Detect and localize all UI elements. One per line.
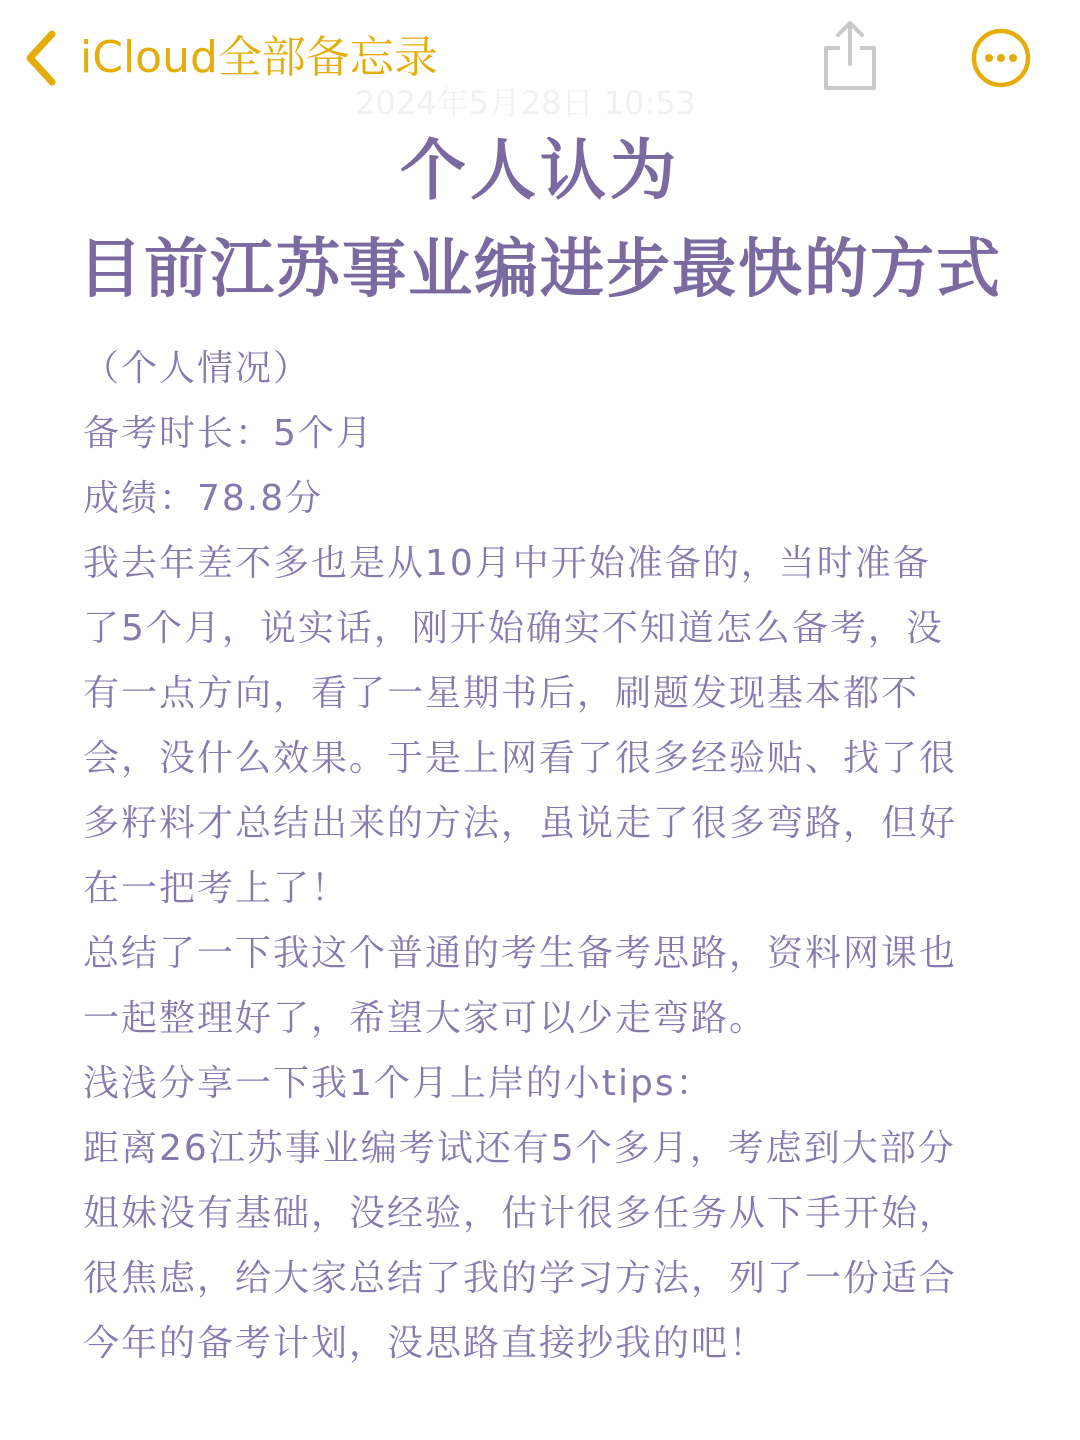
note-line: 总结了一下我这个普通的考生备考思路，资料网课也 [83, 933, 958, 974]
note-line: 了5个月，说实话，刚开始确实不知道怎么备考，没 [83, 608, 944, 649]
note-line: 会，没什么效果。于是上网看了很多经验贴、找了很 [83, 738, 958, 779]
note-line: 距离26江苏事业编考试还有5个多月，考虑到大部分 [83, 1128, 956, 1169]
note-line: 今年的备考计划，没思路直接抄我的吧！ [83, 1323, 768, 1364]
note-line: 很焦虑，给大家总结了我的学习方法，列了一份适合 [83, 1258, 958, 1299]
navigation-bar [0, 0, 1080, 122]
note-line: （个人情况） [83, 348, 312, 389]
note-line: 在一把考上了！ [83, 868, 350, 909]
note-line: 我去年差不多也是从10月中开始准备的，当时准备 [83, 543, 931, 584]
more-options-button[interactable] [970, 27, 1032, 89]
note-title-line-2: 目前江苏事业编进步最快的方式 [78, 232, 1002, 307]
note-title-line-1: 个人认为 [400, 131, 680, 209]
share-button[interactable] [818, 18, 882, 92]
share-icon [818, 77, 882, 96]
note-line: 成绩：78.8分 [83, 478, 324, 519]
more-ellipsis-icon [970, 74, 1032, 93]
note-line: 一起整理好了，希望大家可以少走弯路。 [83, 998, 768, 1039]
note-date: 2024年5月28日 10:53 [355, 84, 696, 122]
note-line: 备考时长：5个月 [83, 413, 374, 454]
note-line: 有一点方向，看了一星期书后，刷题发现基本都不 [83, 673, 920, 714]
chevron-left-icon [22, 28, 62, 88]
back-button-label: iCloud全部备忘录 [80, 32, 438, 83]
note-line: 浅浅分享一下我1个月上岸的小tips： [83, 1063, 714, 1104]
note-line: 多籽料才总结出来的方法，虽说走了很多弯路，但好 [83, 803, 958, 844]
note-body[interactable] [83, 336, 1003, 1376]
note-line: 姐妹没有基础，没经验，估计很多任务从下手开始， [83, 1193, 958, 1234]
note-title [0, 128, 1080, 312]
